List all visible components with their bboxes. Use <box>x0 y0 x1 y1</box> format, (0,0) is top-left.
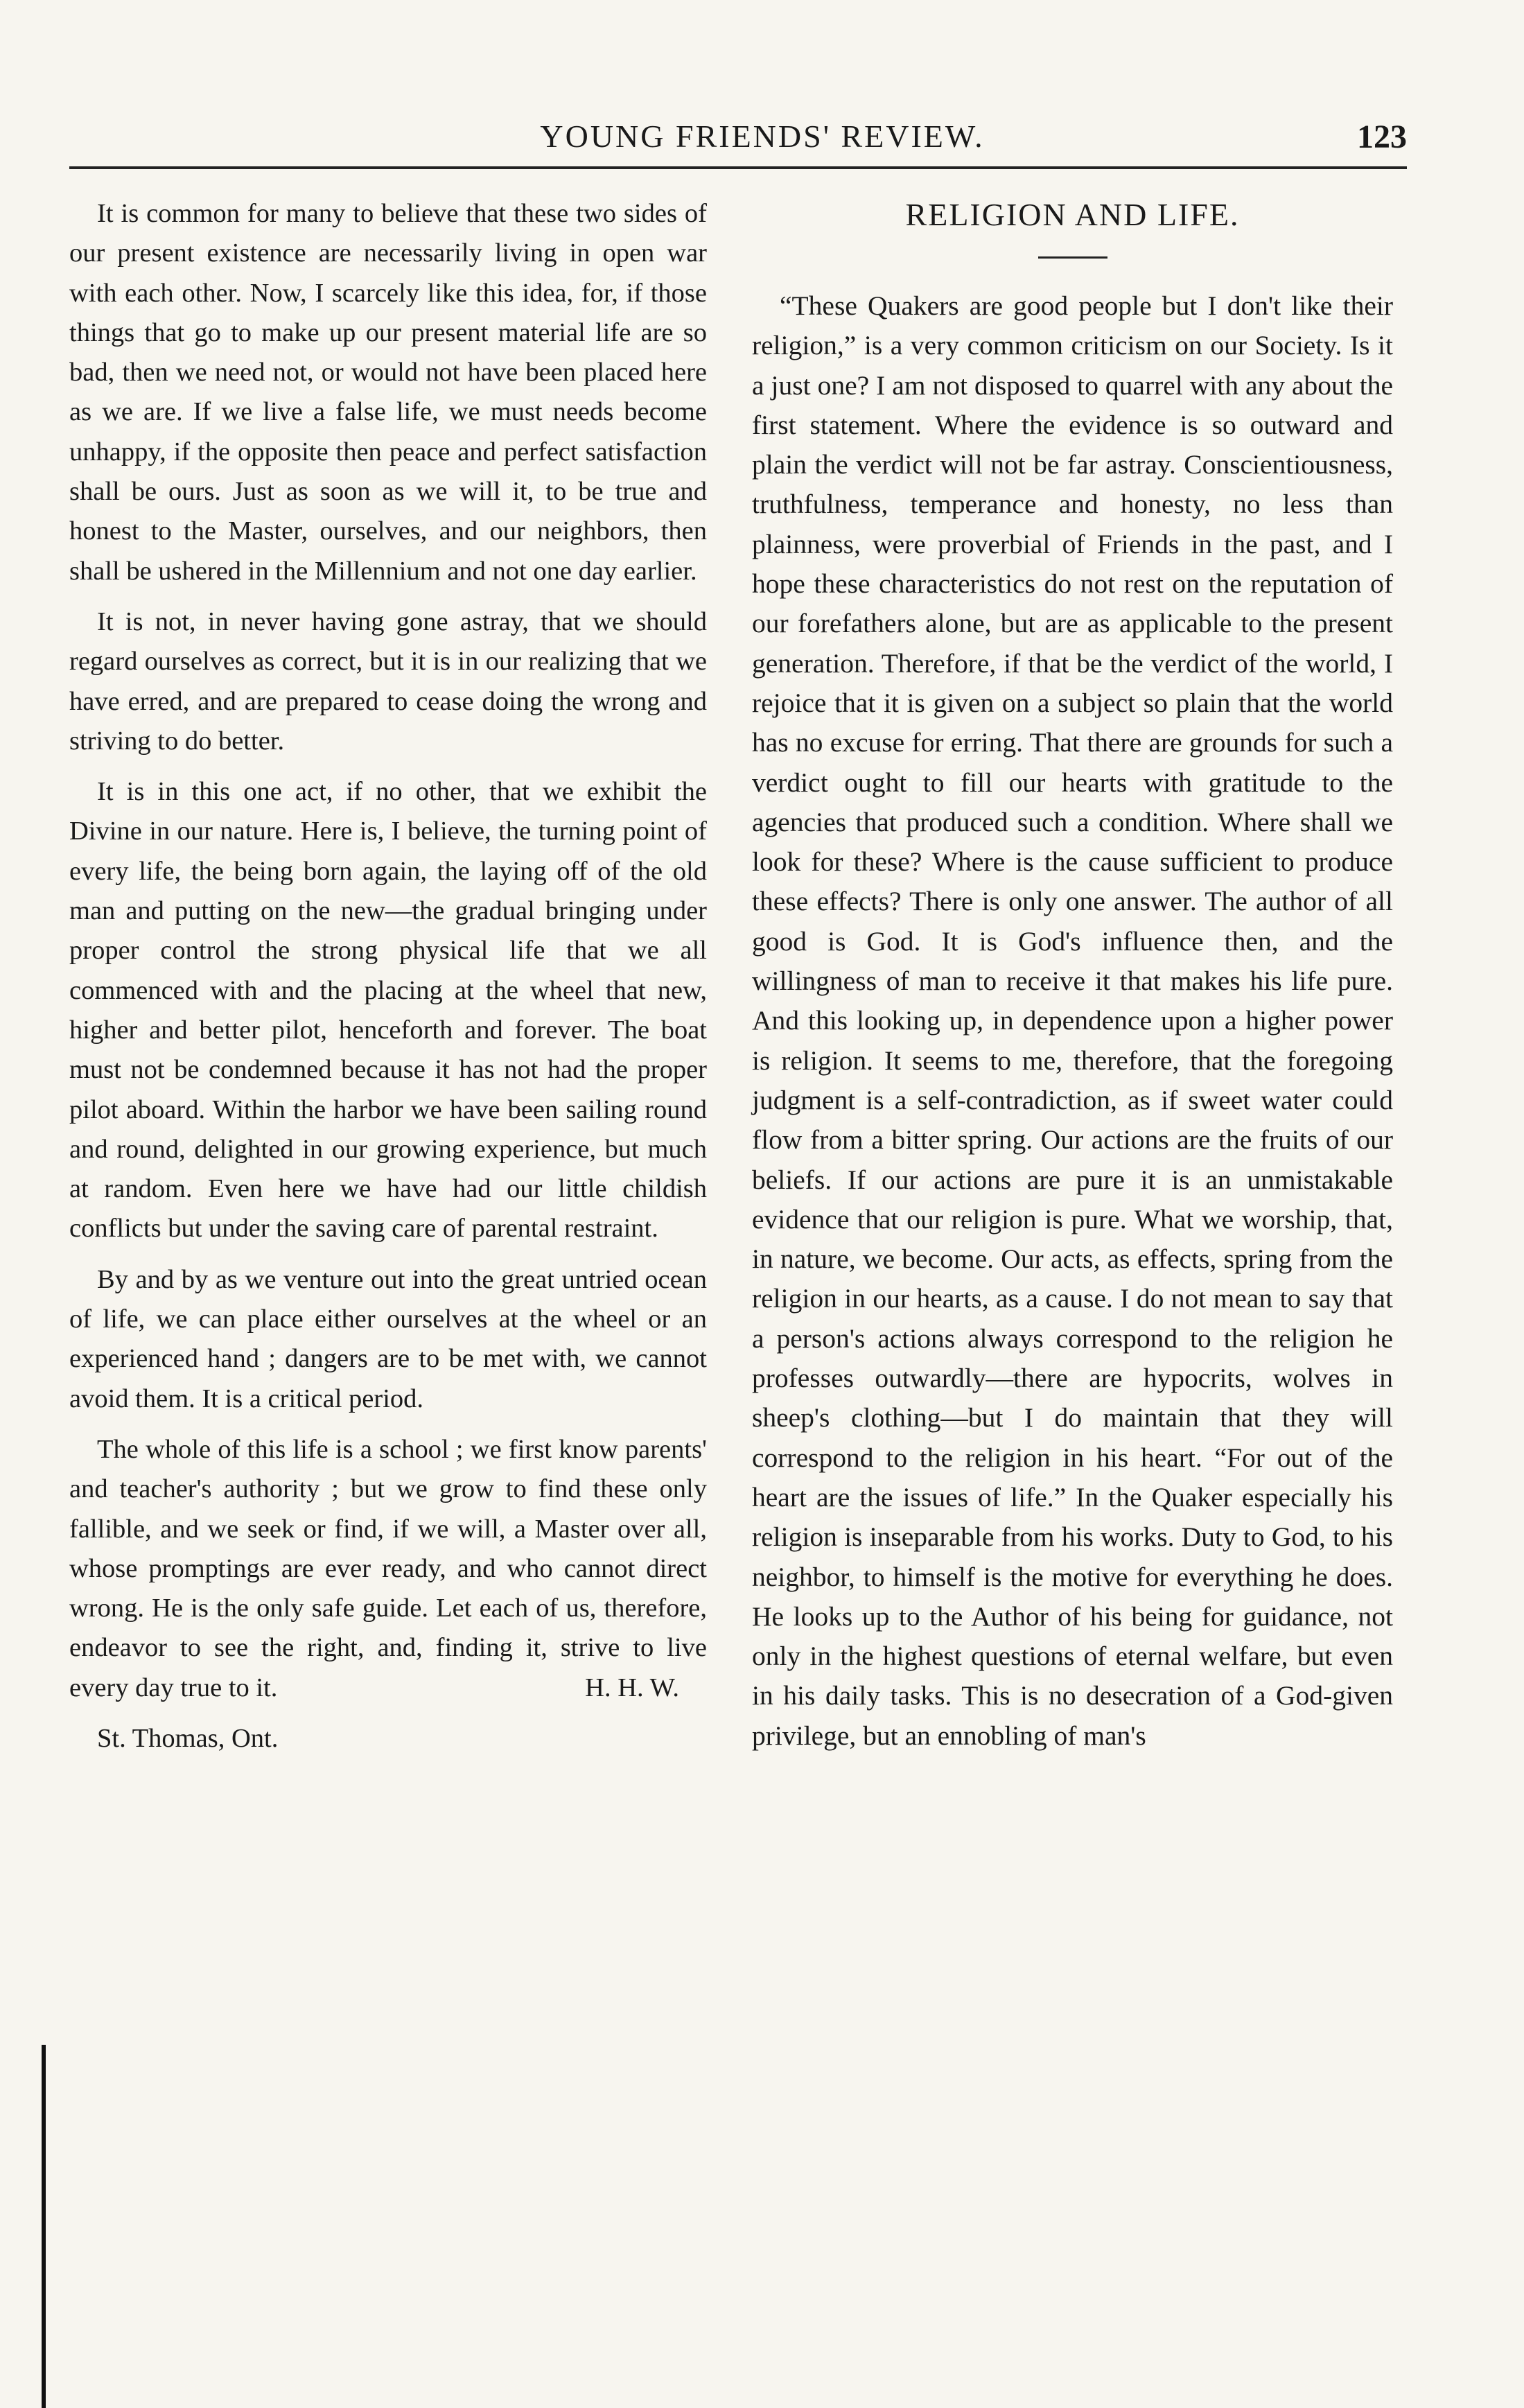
signature: H. H. W. <box>585 1673 679 1702</box>
place-line: St. Thomas, Ont. <box>97 1724 279 1754</box>
paragraph: “These Quakers are good people but I don't like their religion,” is a very common criticism on our Society. Is it a just one? I am not disposed to quarrel with any about the first statement. Where the evidence is so outward and plain the verdict will not be far astray. Conscientiousness, truthfulness, temperance and honesty, no less than plainness, were proverbial of Friends in the past, and I hope these characteristics do not rest on the reputation of our forefathers alone, but are as applicable to the present generation. Therefore, if that be the verdict of the world, I rejoice that it is given on a subject so plain that the world has no excuse for erring. That there are grounds for such a verdict ought to fill our hearts with gratitude to the agencies that produced such a condition. Where shall we look for these? Where is the cause sufficient to produce these effects? There is only one answer. The author of all good is God. It is God's influence then, and the willingness of man to receive it that makes his life pure. And this looking up, in dependence upon a higher power is religion. It seems to me, therefore, that the foregoing judgment is a self-contradiction, as if sweet water could flow from a bitter spring. Our actions are the fruits of our beliefs. If our actions are pure it is an unmistakable evidence that our religion is pure. What we worship, that, in nature, we become. Our acts, as effects, spring from the religion in our hearts, as a cause. I do not mean to say that a person's actions always correspond to the religion he professes outwardly—there are hypocrits, wolves in sheep's clothing—but I do maintain that they will correspond to the religion in his heart. “For out of the heart are the issues of life.” In the Quaker especially his religion is inseparable from his works. Duty to God, to his neighbor, to himself is the motive for everything he does. He looks up to the Author of his being for guidance, not only in the highest questions of eternal welfare, but even in his daily tasks. This is no desecration of a God-given privilege, but an ennobling of man's <box>752 290 1393 1751</box>
right-column <box>752 194 1393 1767</box>
running-title: YOUNG FRIENDS' REVIEW. <box>540 119 985 154</box>
article-title: RELIGION AND LIFE. <box>905 197 1240 232</box>
paragraph: By and by as we venture out into the great untried ocean of life, we can place either ourselves at the wheel or an experienced hand ; dangers are to be met with, we cannot avoid them. It is a critical period. <box>69 1264 707 1413</box>
margin-line <box>42 2045 46 2408</box>
page-number: 123 <box>1357 119 1407 155</box>
title-rule <box>1038 256 1107 259</box>
paragraph: The whole of this life is a school ; we first know parents' and teacher's authority ; but we grow to find these only fallible, and we seek or find, if we will, a Master over all, whose promptings are ever ready, and who cannot direct wrong. He is the only safe guide. Let each of us, therefore, endeavor to see the right, and, finding it, strive to live every day true to it. <box>69 1434 707 1702</box>
left-column <box>69 194 707 1770</box>
paragraph: It is not, in never having gone astray, that we should regard ourselves as correct, but it is in our realizing that we have erred, and are prepared to cease doing the wrong and striving to do better. <box>69 607 707 756</box>
paragraph: It is in this one act, if no other, that we exhibit the Divine in our nature. Here is, I believe, the turning point of every life, the being born again, the laying off of the old man and putting on the new—the gradual bringing under proper control the strong physical life that we all commenced with and the placing at the wheel that new, higher and better pilot, henceforth and forever. The boat must not be condemned because it has not had the proper pilot aboard. Within the harbor we have been sailing round and round, delighted in our growing experience, but much at random. Even here we have had our little childish conflicts but under the saving care of parental restraint. <box>69 777 707 1244</box>
header-rule <box>69 166 1407 169</box>
page-header <box>69 118 1407 166</box>
paragraph: It is common for many to believe that these two sides of our present existence are necessarily living in open war with each other. Now, I scarcely like this idea, for, if those things that go to make up our present material life are so bad, then we need not, or would not have been placed here as we are. If we live a false life, we must needs become unhappy, if the opposite then peace and perfect satisfaction shall be ours. Just as soon as we will it, to be true and honest to the Master, ourselves, and our neighbors, then shall be ushered in the Millennium and not one day earlier. <box>69 199 707 586</box>
